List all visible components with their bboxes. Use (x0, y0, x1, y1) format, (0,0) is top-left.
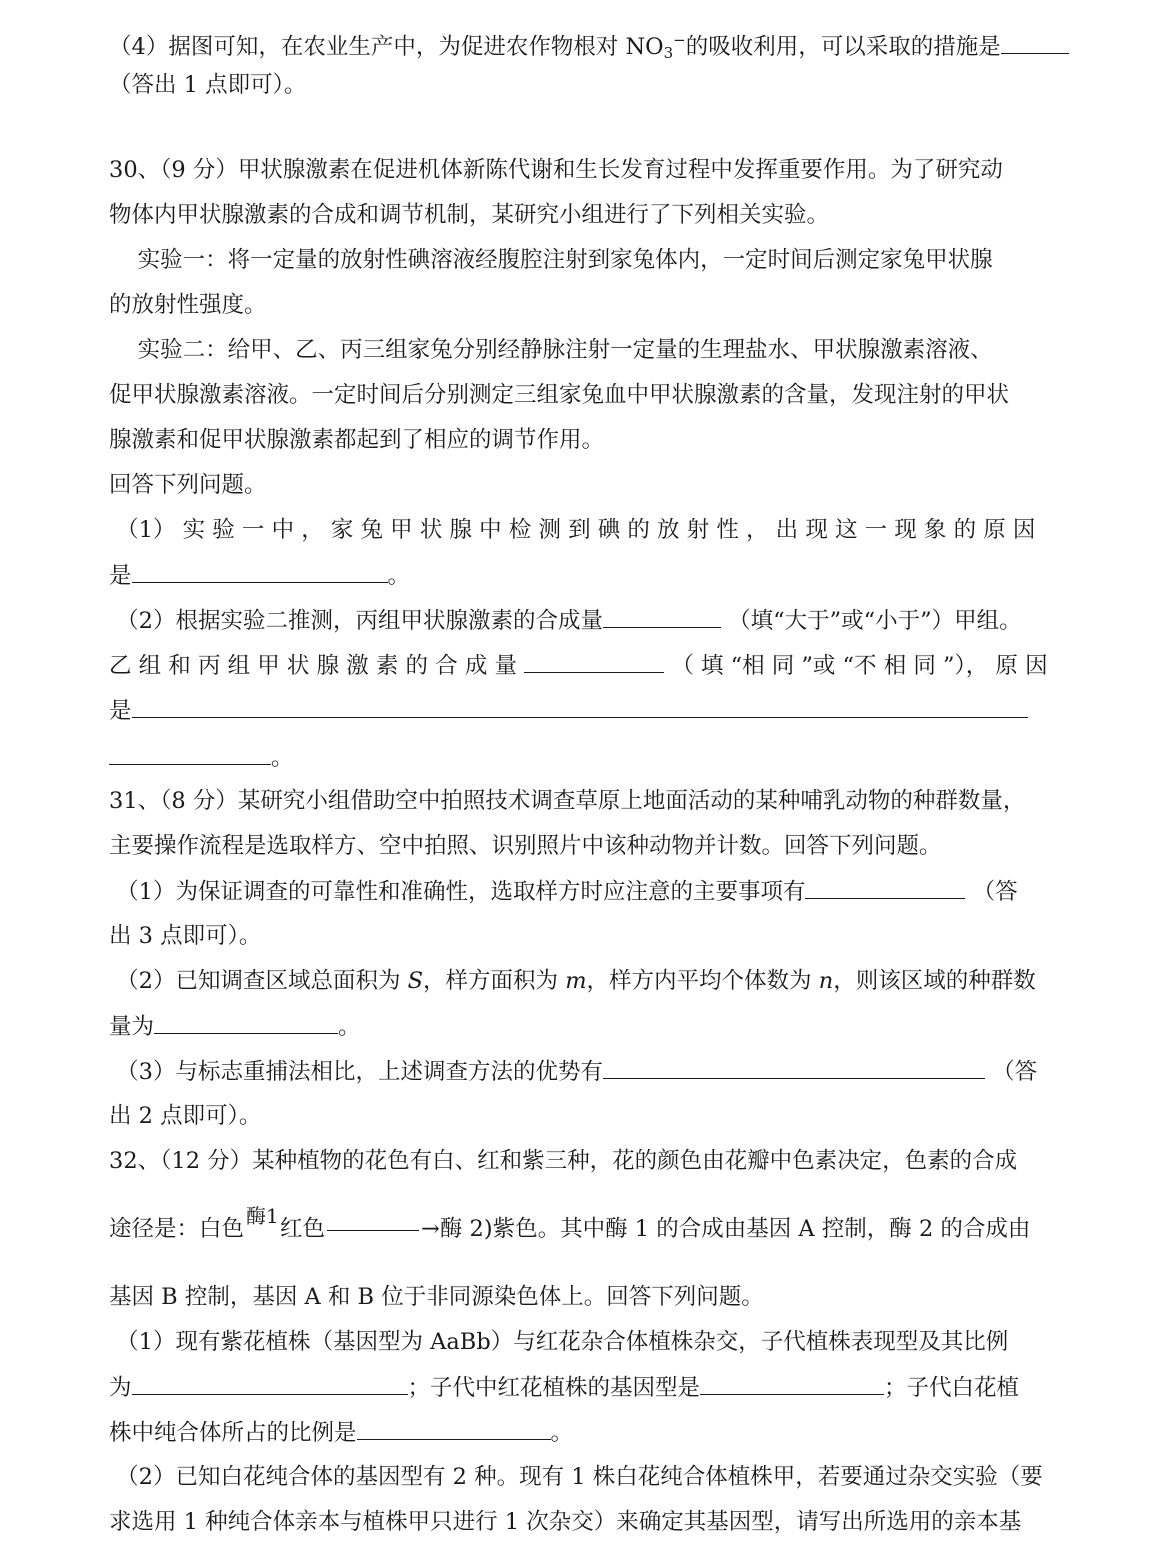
q30-exp1-line1: 实验一：将一定量的放射性碘溶液经腹腔注射到家兔体内，一定时间后测定家兔甲状腺 (109, 247, 993, 273)
q30-q2-line2: 乙 组 和 丙 组 甲 状 腺 激 素 的 合 成 量 （ 填 “相 同 ”或 “不 相 同 ”）， 原 因 (109, 650, 1048, 681)
q31-q2-line2: 量为 。 (109, 1011, 361, 1042)
q31-q2-line1: （2）已知调查区域总面积为 S，样方面积为 m，样方内平均个体数为 n，则该区域的种群数 (109, 968, 1036, 994)
answer-blank[interactable] (1001, 31, 1069, 54)
q30-exp2-line1: 实验二：给甲、乙、丙三组家兔分别经静脉注射一定量的生理盐水、甲状腺激素溶液、 (109, 337, 993, 363)
q32-q2-line2: 求选用 1 种纯合体亲本与植株甲只进行 1 次杂交）来确定其基因型，请写出所选用的亲本基 (109, 1509, 1022, 1535)
q31-header-cont: 主要操作流程是选取样方、空中拍照、识别照片中该种动物并计数。回答下列问题。 (109, 833, 942, 859)
answer-blank[interactable] (132, 695, 1028, 718)
answer-blank[interactable] (805, 876, 965, 899)
pathway-arrow (327, 1230, 419, 1231)
answer-blank[interactable] (109, 742, 271, 765)
q30-q1-line1: （1） 实 验 一 中 ， 家 兔 甲 状 腺 中 检 测 到 碘 的 放 射 性 ， 出 现 这 一 现 象 的 原 因 (109, 517, 1036, 543)
q30-q1-line2: 是 。 (109, 560, 410, 591)
q31-q1-line2: 出 3 点即可）。 (109, 923, 262, 949)
enzyme1-label: 酶1 (246, 1204, 279, 1228)
q30-prompt: 回答下列问题。 (109, 472, 267, 498)
answer-blank[interactable] (357, 1417, 551, 1440)
answer-blank[interactable] (603, 1056, 985, 1079)
answer-blank[interactable] (700, 1372, 884, 1395)
answer-blank[interactable] (603, 605, 721, 628)
q32-q1-line1: （1）现有紫花植株（基因型为 AaBb）与红花杂合体植株杂交，子代植株表现型及其比例 (109, 1329, 1009, 1355)
answer-blank[interactable] (132, 1372, 408, 1395)
q30-q2-line3: 是 (109, 695, 1028, 726)
q32-header: 32、（12 分）某种植物的花色有白、红和紫三种，花的颜色由花瓣中色素决定，色素的合成 (109, 1148, 1018, 1174)
q31-q3-line1: （3）与标志重捕法相比，上述调查方法的优势有 （答 (109, 1056, 1037, 1087)
q30-q2-line4: 。 (109, 742, 294, 773)
q32-line3: 基因 B 控制，基因 A 和 B 位于非同源染色体上。回答下列问题。 (109, 1284, 764, 1310)
q30-exp2-line2: 促甲状腺激素溶液。一定时间后分别测定三组家兔血中甲状腺激素的含量，发现注射的甲状 (109, 382, 1010, 408)
q30-q2-line1: （2）根据实验二推测，丙组甲状腺激素的合成量 （填“大于”或“小于”）甲组。 (109, 605, 1022, 636)
q30-header-cont: 物体内甲状腺激素的合成和调节机制，某研究小组进行了下列相关实验。 (109, 202, 830, 228)
q29-4-line1: （4）据图可知，在农业生产中，为促进农作物根对 $NO_3^-$的吸收利用，可以采取的措施是 (109, 25, 1069, 68)
answer-blank[interactable] (154, 1011, 338, 1034)
q32-q1-line2: 为 ；子代中红花植株的基因型是 ；子代白花植 (109, 1372, 1019, 1403)
q31-q1-line1: （1）为保证调查的可靠性和准确性，选取样方时应注意的主要事项有 （答 (109, 876, 1018, 907)
q30-exp2-line3: 腺激素和促甲状腺激素都起到了相应的调节作用。 (109, 427, 605, 453)
q32-pathway: 途径是：白色 红色 →酶 2)紫色。其中酶 1 的合成由基因 A 控制，酶 2 的合成由 (109, 1216, 1031, 1242)
q31-q3-line2: 出 2 点即可）。 (109, 1103, 262, 1129)
q30-header: 30、（9 分）甲状腺激素在促进机体新陈代谢和生长发育过程中发挥重要作用。为了研究动 (109, 157, 1003, 183)
q31-header: 31、（8 分）某研究小组借助空中拍照技术调查草原上地面活动的某种哺乳动物的种群数量， (109, 788, 1026, 814)
answer-blank[interactable] (132, 560, 388, 583)
q32-q2-line1: （2）已知白花纯合体的基因型有 2 种。现有 1 株白花纯合体植株甲，若要通过杂交实验（要 (109, 1464, 1043, 1490)
q30-exp1-line2: 的放射性强度。 (109, 292, 267, 318)
q29-4-line2: （答出 1 点即可）。 (109, 72, 307, 98)
answer-blank[interactable] (524, 650, 664, 673)
q32-q1-line3: 株中纯合体所占的比例是 。 (109, 1417, 573, 1448)
